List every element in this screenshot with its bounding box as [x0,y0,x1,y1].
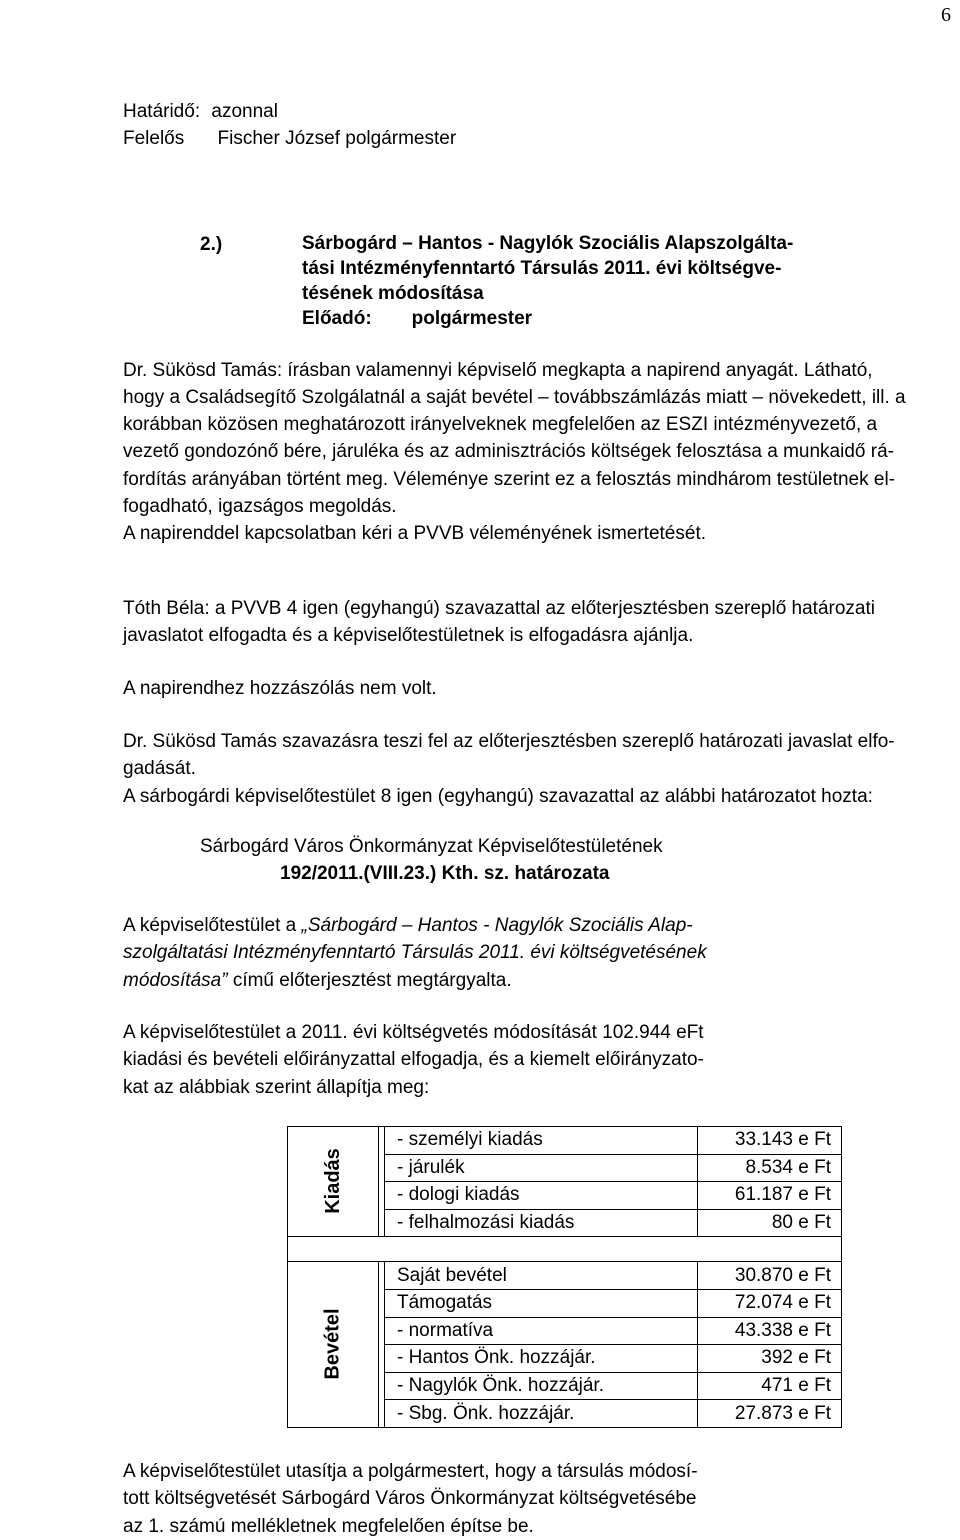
text-line: kiadási és bevételi előirányzattal elfogadja, és a kiemelt előirányzato- [123,1049,704,1071]
responsible-label: Felelős [123,128,185,149]
text-line: gadását. [123,758,196,780]
budget-item: - személyi kiadás [385,1127,698,1155]
text-span: című előterjesztést megtárgyalta. [227,969,512,991]
budget-amount: 43.338 e Ft [698,1317,842,1345]
agenda-title [302,231,793,331]
text-line: kat az alábbiak szerint állapítja meg: [123,1076,430,1098]
presenter-label: Előadó: [302,308,372,329]
text-line: Dr. Sükösd Tamás: írásban valamennyi képviselő megkapta a napirend anyagát. Látható, [123,360,873,381]
text-line: Tóth Béla: a PVVB 4 igen (egyhangú) szavazattal az előterjesztésben szereplő határozati [123,598,875,619]
budget-amount: 30.870 e Ft [698,1262,842,1290]
budget-table [287,1126,842,1428]
text-line: korábban közösen meghatározott irányelveknek megfelelően az ESZI intézményvezető, a [123,414,878,435]
italic-title: szolgáltatási Intézményfenntartó Társulás 2011. évi költségvetésének [123,942,707,964]
text-line: Dr. Sükösd Tamás szavazásra teszi fel az előterjesztésben szereplő határozati javaslat elfo- [123,731,895,752]
agenda-title-line: Sárbogárd – Hantos - Nagylók Szociális Alapszolgálta- [302,233,794,254]
paragraph-sukosd-cont [123,411,895,547]
text-line: A napirenddel kapcsolatban kéri a PVVB véleményének ismertetését. [123,523,706,545]
deadline-row [123,98,278,125]
budget-amount: 8.534 e Ft [698,1154,842,1182]
bevetel-cell [288,1262,379,1428]
table-row [288,1262,842,1290]
kiadas-cell [288,1127,379,1237]
resolution-heading: Sárbogárd Város Önkormányzat Képviselőtestületének [200,836,663,857]
budget-item: - Nagylók Önk. hozzájár. [385,1372,698,1400]
budget-amount: 61.187 e Ft [698,1182,842,1210]
resolution-number: 192/2011.(VIII.23.) Kth. sz. határozata [280,863,610,884]
agenda-number: 2.) [200,234,223,255]
text-line: A képviselőtestület a 2011. évi költségvetés módosítását 102.944 eFt [123,1022,704,1043]
budget-amount: 33.143 e Ft [698,1127,842,1155]
deadline-label: Határidő: [123,101,201,122]
paragraph-toth [123,595,875,650]
budget-amount: 392 e Ft [698,1345,842,1373]
resolution-text [123,1019,704,1101]
text-line: vezető gondozónő bére, járuléka és az adminisztrációs költségek felosztása a munkaidő rá- [123,441,894,463]
budget-item: Saját bevétel [385,1262,698,1290]
kiadas-label: Kiadás [322,1148,344,1214]
page-number: 6 [941,4,951,26]
presenter-row [302,306,793,331]
text-line: tott költségvetését Sárbogárd Város Önkormányzat költségvetésébe [123,1488,697,1510]
budget-item: - Hantos Önk. hozzájár. [385,1345,698,1373]
paragraph-no-comments [123,675,437,702]
budget-item: - normatíva [385,1317,698,1345]
paragraph-sukosd [123,357,906,412]
budget-item: - dologi kiadás [385,1182,698,1210]
text-line: fogadható, igazságos megoldás. [123,495,397,517]
budget-amount: 80 e Ft [698,1209,842,1237]
bevetel-label: Bevétel [322,1308,344,1380]
table-spacer-row [288,1237,842,1262]
text-line: javaslatot elfogadta és a képviselőtestületnek is elfogadásra ajánlja. [123,625,694,647]
budget-item: Támogatás [385,1289,698,1317]
italic-title: „Sárbogárd – Hantos - Nagylók Szociális Alap- [301,915,693,936]
text-line: az 1. számú mellékletnek megfelelően építse be. [123,1515,534,1537]
deadline-value: azonnal [211,101,278,122]
resolution-closing [123,1458,698,1540]
budget-item: - felhalmozási kiadás [385,1209,698,1237]
text-line: fordítás arányában történt meg. Véleménye szerint ez a felosztás mindhárom testületnek el- [123,468,896,490]
table-row [288,1127,842,1155]
text-line: A sárbogárdi képviselőtestület 8 igen (egyhangú) szavazattal az alábbi határozatot hozta: [123,785,873,807]
budget-amount: 27.873 e Ft [698,1400,842,1428]
budget-item: - járulék [385,1154,698,1182]
budget-item: - Sbg. Önk. hozzájár. [385,1400,698,1428]
text-line: A napirendhez hozzászólás nem volt. [123,678,437,699]
italic-title: módosítása” [123,969,228,991]
resolution-intro [123,912,707,994]
agenda-title-line: tésének módosítása [302,283,484,304]
text-line: hogy a Családsegítő Szolgálatnál a saját bevétel – továbbszámlázás miatt – növekedett, ill. a [123,387,906,409]
presenter-value: polgármester [411,308,533,329]
text-line: A képviselőtestület utasítja a polgármestert, hogy a társulás módosí- [123,1461,698,1482]
budget-amount: 471 e Ft [698,1372,842,1400]
responsible-value: Fischer József polgármester [217,128,457,149]
text-span: A képviselőtestület a [123,915,302,936]
paragraph-vote [123,728,895,810]
responsible-row [123,125,456,152]
budget-amount: 72.074 e Ft [698,1289,842,1317]
agenda-title-line: tási Intézményfenntartó Társulás 2011. évi költségve- [302,258,782,279]
